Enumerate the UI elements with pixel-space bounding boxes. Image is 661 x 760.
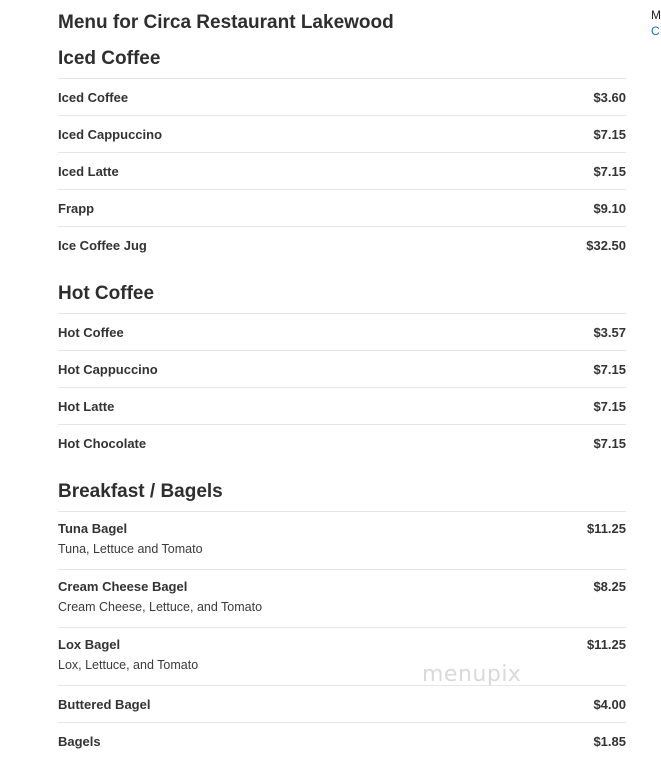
- item-text: [58, 628, 198, 672]
- item-price: $9.10: [593, 200, 626, 216]
- item-name: Hot Cappuccino: [58, 361, 158, 377]
- item-name: Bagels: [58, 733, 101, 749]
- item-price: $1.85: [593, 733, 626, 749]
- section-title: Hot Coffee: [58, 283, 626, 314]
- item-description: Lox, Lettuce, and Tomato: [58, 658, 199, 672]
- item-price: $7.15: [593, 435, 626, 451]
- sidebar-edge-text: M: [651, 8, 661, 22]
- item-name: Hot Chocolate: [58, 435, 147, 451]
- menu-item[interactable]: [58, 351, 626, 388]
- item-name: Tuna Bagel: [58, 521, 128, 536]
- menu-item[interactable]: [58, 314, 626, 351]
- menu-section-iced-coffee: [58, 48, 626, 263]
- item-text: [58, 570, 262, 614]
- item-price: $3.60: [593, 89, 626, 105]
- item-price: $32.50: [586, 237, 626, 253]
- menu-section-breakfast-bagels: [58, 481, 626, 759]
- menu-item[interactable]: [58, 570, 626, 628]
- item-price: $8.25: [593, 579, 626, 594]
- item-description: Cream Cheese, Lettuce, and Tomato: [58, 600, 263, 614]
- item-price: $7.15: [593, 361, 626, 377]
- item-name: Iced Cappuccino: [58, 126, 163, 142]
- menu-item[interactable]: [58, 425, 626, 461]
- menu-item[interactable]: [58, 79, 626, 116]
- menu-item[interactable]: [58, 227, 626, 263]
- menu-item[interactable]: [58, 628, 626, 686]
- item-price: $7.15: [593, 163, 626, 179]
- menu-item[interactable]: [58, 388, 626, 425]
- item-name: Hot Latte: [58, 398, 115, 414]
- menu-item[interactable]: [58, 116, 626, 153]
- menu-item[interactable]: [58, 153, 626, 190]
- item-description: Tuna, Lettuce and Tomato: [58, 542, 203, 556]
- item-name: Frapp: [58, 200, 95, 216]
- menu-item[interactable]: [58, 686, 626, 723]
- item-name: Hot Coffee: [58, 324, 124, 340]
- item-text: [58, 512, 203, 556]
- sidebar-edge-link[interactable]: C: [651, 24, 660, 38]
- item-price: $3.57: [593, 324, 626, 340]
- section-title: Iced Coffee: [58, 48, 626, 79]
- item-name: Ice Coffee Jug: [58, 237, 147, 253]
- menu-section-hot-coffee: [58, 283, 626, 461]
- item-price: $11.25: [586, 637, 626, 652]
- watermark-logo: menupix: [422, 662, 522, 687]
- section-title: Breakfast / Bagels: [58, 481, 626, 512]
- item-name: Buttered Bagel: [58, 696, 151, 712]
- menu-item[interactable]: [58, 723, 626, 759]
- menu-container: [58, 0, 626, 759]
- menu-item[interactable]: [58, 512, 626, 570]
- item-name: Iced Coffee: [58, 89, 129, 105]
- item-name: Lox Bagel: [58, 637, 121, 652]
- page-title: Menu for Circa Restaurant Lakewood: [58, 12, 394, 33]
- menu-item[interactable]: [58, 190, 626, 227]
- item-price: $11.25: [586, 521, 626, 536]
- item-price: $7.15: [593, 398, 626, 414]
- item-price: $7.15: [593, 126, 626, 142]
- item-name: Iced Latte: [58, 163, 119, 179]
- item-price: $4.00: [593, 696, 626, 712]
- item-name: Cream Cheese Bagel: [58, 579, 188, 594]
